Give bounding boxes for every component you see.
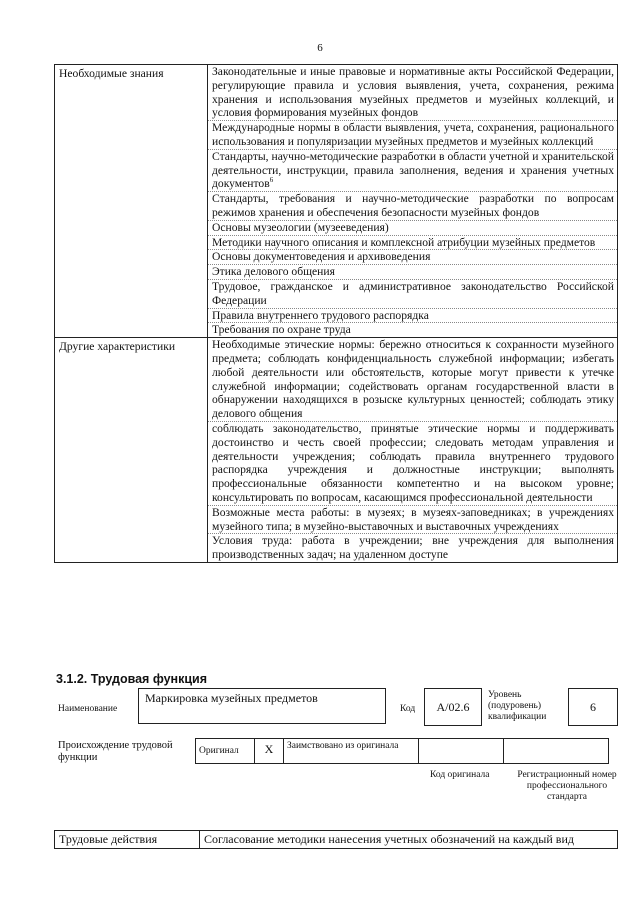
level-label: Уровень (подуровень) квалификации bbox=[488, 690, 547, 722]
requirements-table bbox=[54, 64, 618, 563]
code-box: А/02.6 bbox=[424, 688, 482, 726]
code-original-caption: Код оригинала bbox=[430, 770, 490, 780]
knowledge-item: Основы документоведения и архивоведения bbox=[208, 250, 617, 265]
knowledge-item: Законодательные и иные правовые и нормативные акты Российской Федерации, регулирующие правила и условия выявления, учета, сохранения, режима хранения и использования музейных предметов и музейных коллекций, и условия формирования музейных фондов bbox=[208, 65, 617, 121]
knowledge-item: Требования по охране труда bbox=[212, 323, 351, 337]
knowledge-item: Трудовое, гражданское и административное законодательство Российской Федерации bbox=[208, 280, 617, 309]
knowledge-item-text: Стандарты, научно-методические разработки в области учетной и хранительской деятельности, инструкции, правила заполнения, ведения и хранения учетных документов bbox=[212, 149, 614, 191]
other-label: Другие характеристики bbox=[55, 338, 208, 563]
page-number: 6 bbox=[317, 42, 323, 54]
other-item: соблюдать законодательство, принятые этические нормы и поддерживать достоинство и честь своей профессии; следовать методам управления и деятельности учреждения; соблюдать правила внутреннего трудового распорядка учреждения и должностные инструкции; выполнять профессиональные обязанности компетентно и на высоком уровне; консультировать по вопросам, касающимся профессиональной деятельности bbox=[208, 422, 617, 506]
footnote-mark: 6 bbox=[269, 176, 274, 185]
function-name-box: Маркировка музейных предметов bbox=[138, 688, 386, 724]
code-original-cell bbox=[418, 738, 504, 764]
knowledge-item: Основы музеологии (музееведения) bbox=[208, 221, 617, 236]
origin-label: Происхождение трудовой функции bbox=[58, 740, 173, 763]
knowledge-label: Необходимые знания bbox=[55, 65, 208, 338]
other-item: Возможные места работы: в музеях; в музеях-заповедниках; в учреждениях музейного типа; в музейно-выставочных и выставочных учреждениях bbox=[208, 506, 617, 535]
knowledge-item: Стандарты, требования и научно-методические разработки по вопросам режимов хранения и обеспечения безопасности музейных фондов bbox=[208, 192, 617, 221]
knowledge-item: Этика делового общения bbox=[208, 265, 617, 280]
reg-number-caption: Регистрационный номер профессионального стандарта bbox=[517, 770, 617, 802]
actions-label: Трудовые действия bbox=[55, 831, 200, 849]
reg-number-cell bbox=[503, 738, 609, 764]
name-label: Наименование bbox=[58, 704, 118, 714]
level-box: 6 bbox=[568, 688, 618, 726]
original-mark: X bbox=[254, 738, 284, 764]
actions-row bbox=[55, 831, 618, 849]
actions-table bbox=[54, 830, 618, 849]
knowledge-list bbox=[208, 65, 618, 338]
section-heading: 3.1.2. Трудовая функция bbox=[56, 672, 208, 686]
other-row bbox=[55, 338, 618, 563]
knowledge-item: Международные нормы в области выявления, учета, сохранения, рационального использования и популяризации музейных предметов и музейных коллекций bbox=[208, 121, 617, 150]
actions-item: Согласование методики нанесения учетных обозначений на каждый вид bbox=[200, 831, 618, 849]
other-list bbox=[208, 338, 618, 563]
knowledge-item bbox=[208, 150, 617, 192]
code-label: Код bbox=[400, 704, 416, 714]
original-cell: Оригинал bbox=[195, 738, 255, 764]
origin-table bbox=[196, 738, 609, 764]
borrowed-cell: Заимствовано из оригинала bbox=[283, 738, 419, 764]
other-item: Необходимые этические нормы: бережно относиться к сохранности музейного предмета; соблюдать конфиденциальность служебной информации; избегать любой деятельности или обстоятельств, которые могут привести к утечке служебной информации; содействовать органам государственной власти в обнаружении находящихся в розыске культурных ценностей; соблюдать этику делового общения bbox=[208, 338, 617, 422]
knowledge-row bbox=[55, 65, 618, 338]
other-item: Условия труда: работа в учреждении; вне учреждения для выполнения производственных задач; на удаленном доступе bbox=[212, 534, 614, 562]
knowledge-item: Правила внутреннего трудового распорядка bbox=[208, 309, 617, 324]
knowledge-item: Методики научного описания и комплексной атрибуции музейных предметов bbox=[208, 236, 617, 251]
